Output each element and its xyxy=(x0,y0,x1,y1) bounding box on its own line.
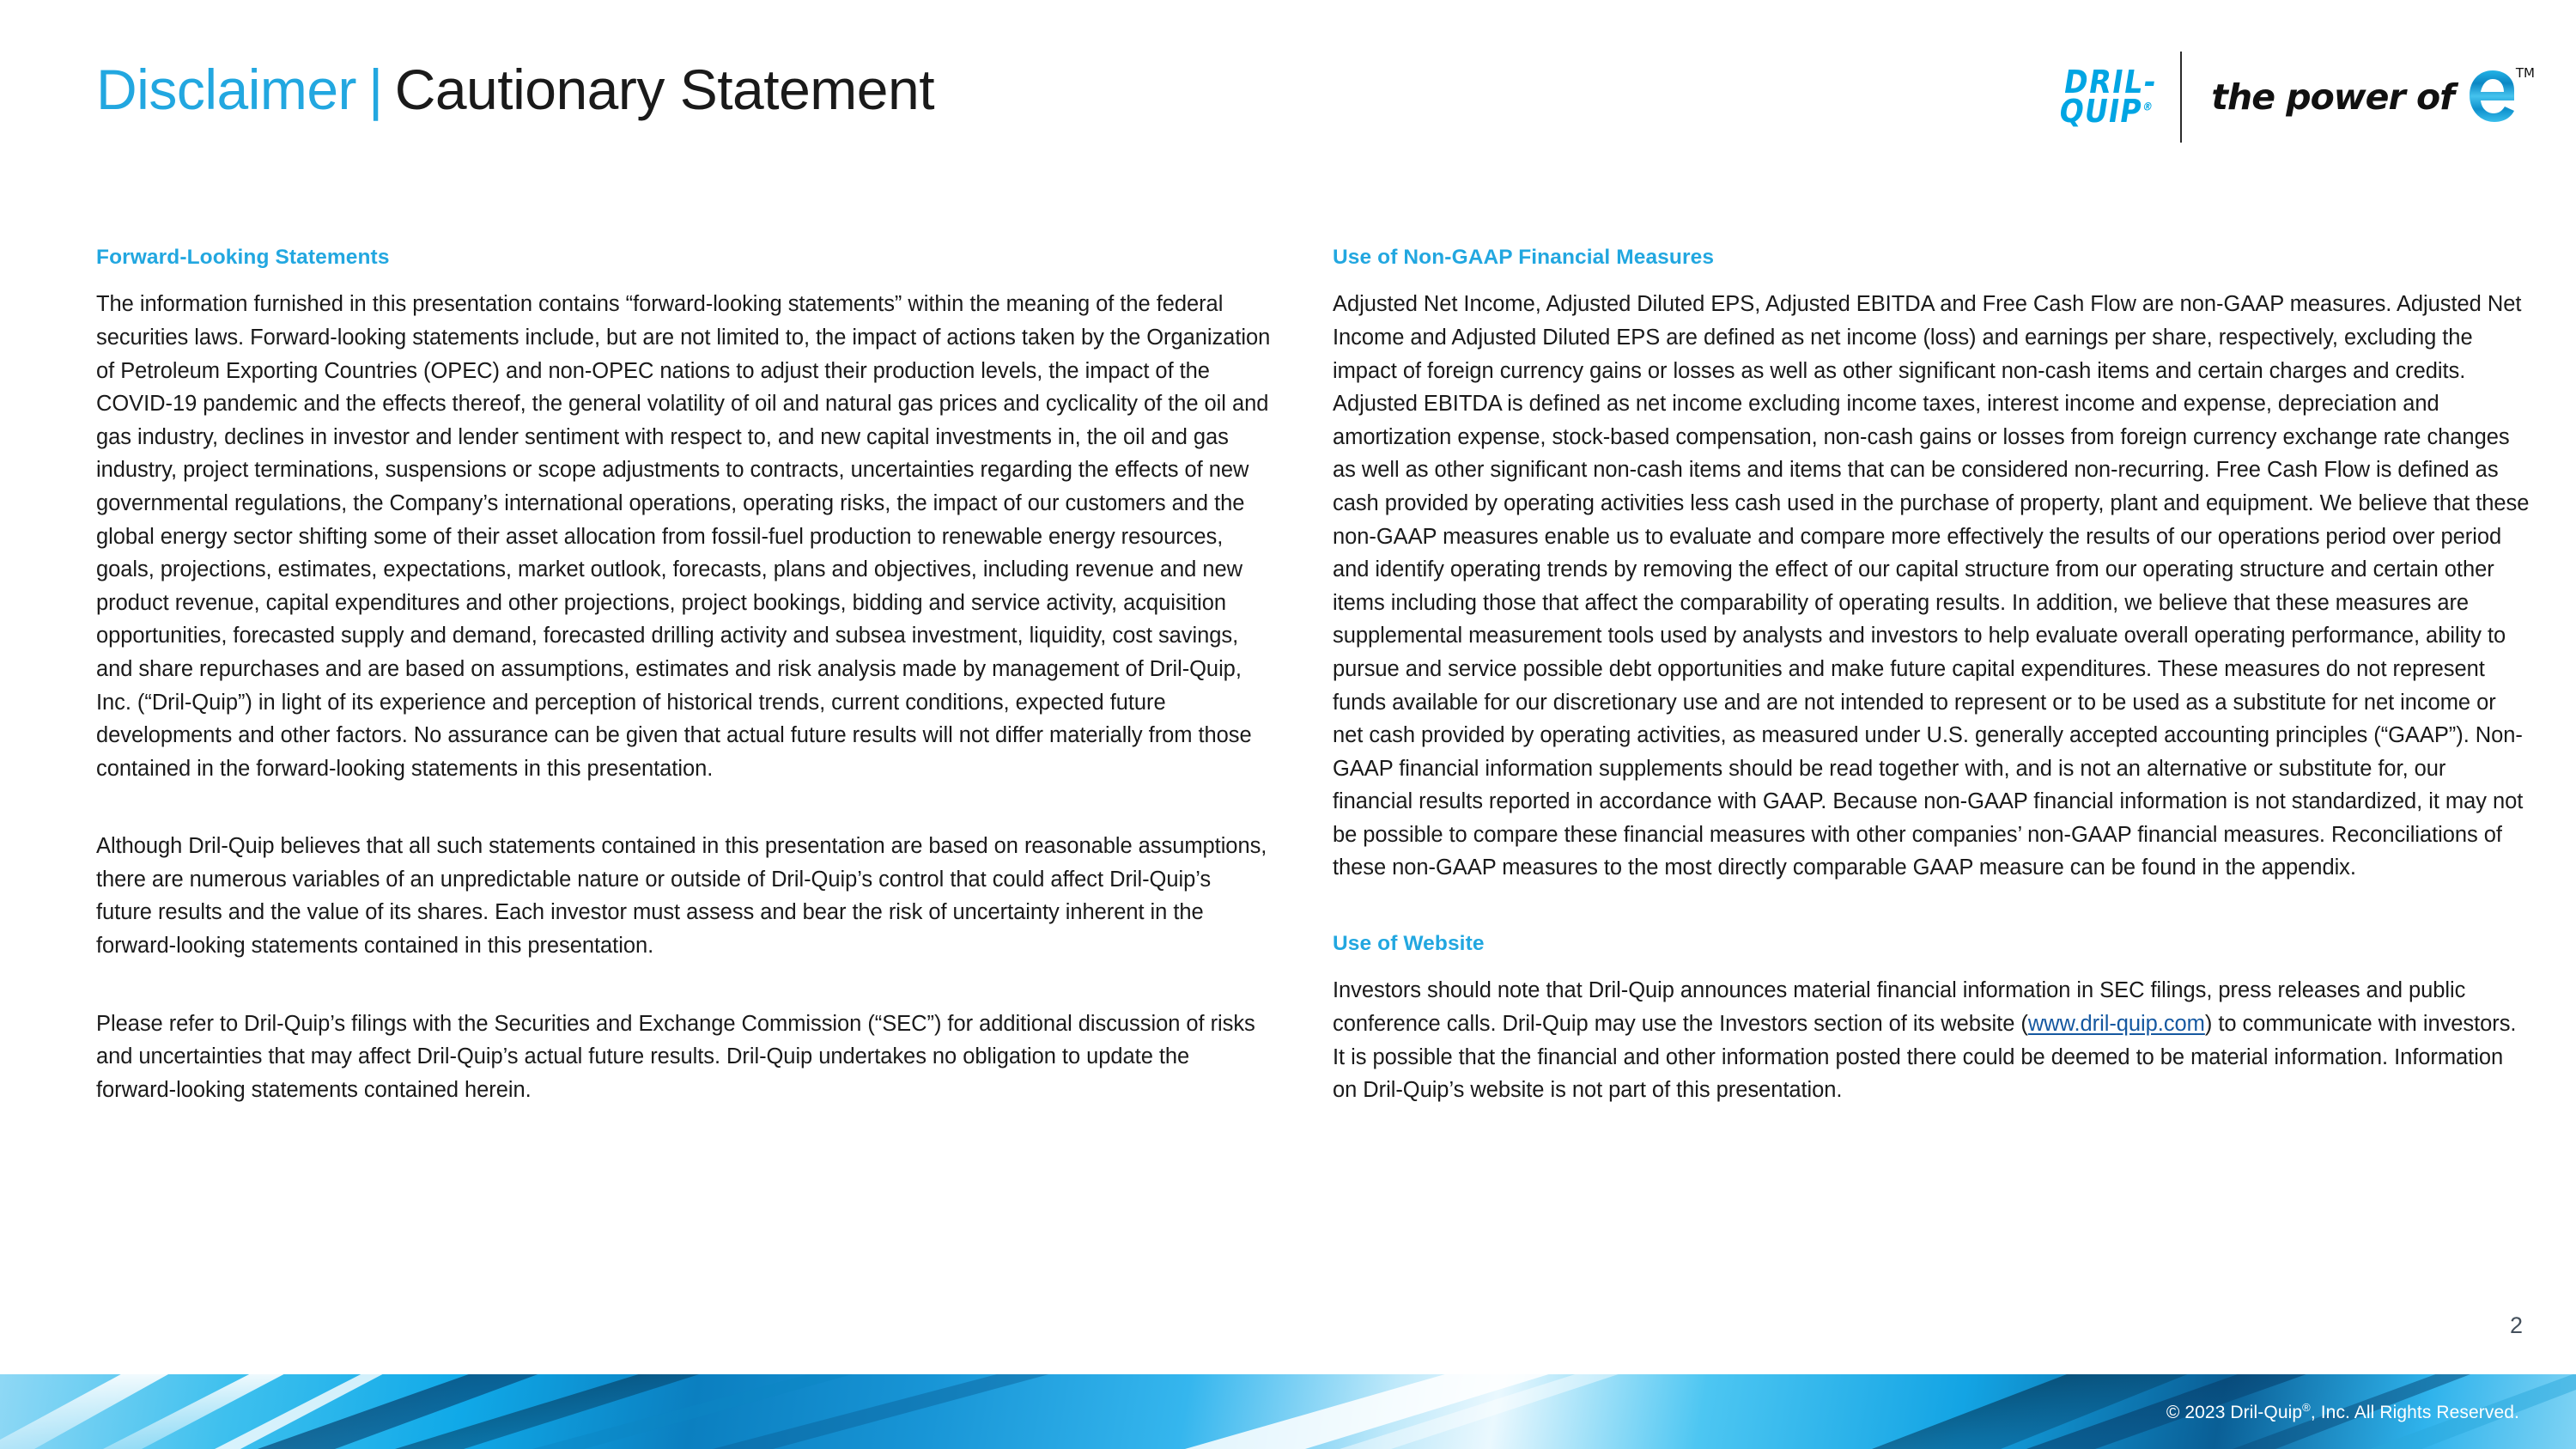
logo-wordmark-line-2 xyxy=(2057,93,2154,130)
website-paragraph-lead: Investors should note that Dril-Quip announces material financial information in SEC filings, press releases and public conference calls. Dril-Quip may use the Investors section of its website ( xyxy=(1333,978,2466,1037)
page-title-accent: Disclaimer xyxy=(96,58,357,121)
page-title-divider: | xyxy=(368,58,383,121)
footer-decorative-band xyxy=(0,1374,2576,1449)
website-paragraph-tail: ) to communicate with investors. It is possible that the financial and other information posted there could be deemed to be material information. Information on Dril-Quip’s website is not part of this presentation. xyxy=(1333,1012,2517,1103)
logo-divider xyxy=(2180,52,2182,143)
slide-header xyxy=(0,0,2576,180)
copyright-prefix: © 2023 Dril-Quip xyxy=(2166,1402,2303,1422)
dril-quip-website-link[interactable]: www.dril-quip.com xyxy=(2027,1012,2205,1037)
copyright-registered-icon: ® xyxy=(2302,1400,2311,1414)
non-gaap-measures-heading: Use of Non-GAAP Financial Measures xyxy=(1333,246,1715,269)
footer-copyright xyxy=(2166,1401,2519,1423)
page-title xyxy=(96,58,934,121)
copyright-suffix: , Inc. All Rights Reserved. xyxy=(2310,1402,2519,1422)
use-of-website-heading: Use of Website xyxy=(1333,932,1485,956)
trademark-icon: TM xyxy=(2515,65,2535,81)
left-content-column xyxy=(96,245,1273,1106)
forward-looking-statements-heading: Forward-Looking Statements xyxy=(96,246,390,269)
forward-looking-paragraph-2: Although Dril-Quip believes that all such statements contained in this presentation are based on reasonable assumptions, there are numerous variables of an unpredictable nature or outside of Dril-Quip’s control that could affect Dril-Quip’s future results and the value of its shares. Each investor must assess and bear the risk of uncertainty inherent in the forward-looking statements contained in this presentation. xyxy=(96,834,1267,959)
right-content-column xyxy=(1333,245,2530,1107)
logo-wordmark-line-1: DRIL- xyxy=(2061,63,2160,100)
power-of-e-icon xyxy=(2464,65,2535,125)
brand-logo xyxy=(2057,50,2535,144)
forward-looking-paragraph-1: The information furnished in this presentation contains “forward-looking statements” within the meaning of the federal securities laws. Forward-looking statements include, but are not limited to, the impact of actions taken by the Organization of Petroleum Exporting Countries (OPEC) and non-OPEC nations to adjust their production levels, the impact of the COVID-19 pandemic and the effects thereof, the general volatility of oil and natural gas prices and cyclicality of the oil and gas industry, declines in investor and lender sentiment with respect to, and new capital investments in, the oil and gas industry, project terminations, suspensions or scope adjustments to contracts, uncertainties regarding the effects of new governmental regulations, the Company’s international operations, operating risks, the impact of our customers and the global energy sector shifting some of their asset allocation from fossil-fuel production to renewable energy resources, goals, projections, estimates, expectations, market outlook, forecasts, plans and objectives, including revenue and new product revenue, capital expenditures and other projections, project bookings, bidding and service activity, acquisition opportunities, forecasted supply and demand, forecasted drilling activity and subsea investment, liquidity, cost savings, and share repurchases and are based on assumptions, estimates and risk analysis made by management of Dril-Quip, Inc. (“Dril-Quip”) in light of its experience and perception of historical trends, current conditions, expected future developments and other factors. No assurance can be given that actual future results will not differ materially from those contained in the forward-looking statements in this presentation. xyxy=(96,292,1271,781)
non-gaap-paragraph: Adjusted Net Income, Adjusted Diluted EPS, Adjusted EBITDA and Free Cash Flow are non-GAAP measures. Adjusted Net Income and Adjusted Diluted EPS are defined as net income (loss) and earnings per share, respectively, excluding the impact of foreign currency gains or losses as well as other significant non-cash items and certain charges and credits. Adjusted EBITDA is defined as net income excluding income taxes, interest income and expense, depreciation and amortization expense, stock-based compensation, non-cash gains or losses from foreign currency exchange rate changes as well as other significant non-cash items and items that can be considered non-recurring. Free Cash Flow is defined as cash provided by operating activities less cash used in the purchase of property, plant and equipment. We believe that these non-GAAP measures enable us to evaluate and compare more effectively the results of our operations period over period and identify operating trends by removing the effect of our capital structure from our operating structure and certain other items including those that affect the comparability of operating results. In addition, we believe that these measures are supplemental measurement tools used by analysts and investors to help evaluate overall operating performance, ability to pursue and service possible debt opportunities and make future capital expenditures. These measures do not represent funds available for our discretionary use and are not intended to represent or to be used as a substitute for net income or net cash provided by operating activities, as measured under U.S. generally accepted accounting principles (“GAAP”). Non-GAAP financial information supplements should be read together with, and is not an alternative or substitute for, our financial results reported in accordance with GAAP. Because non-GAAP financial information is not standardized, it may not be possible to compare these financial measures with other companies’ non-GAAP financial measures. Reconciliations of these non-GAAP measures to the most directly comparable GAAP measure can be found in the appendix. xyxy=(1333,292,2530,880)
registered-trademark-icon: ® xyxy=(2142,100,2154,114)
drilquip-wordmark-logo xyxy=(2057,63,2160,130)
page-title-main: Cautionary Statement xyxy=(394,58,935,121)
logo-wordmark-line-2-text: QUIP xyxy=(2057,93,2146,130)
tagline-lockup xyxy=(2211,65,2535,127)
tagline-text: the power of xyxy=(2211,76,2454,118)
forward-looking-paragraph-3: Please refer to Dril-Quip’s filings with the Securities and Exchange Commission (“SEC”) for additional discussion of risks and uncertainties that may affect Dril-Quip’s actual future results. Dril-Quip undertakes no obligation to update the forward-looking statements contained herein. xyxy=(96,1011,1255,1102)
page-number: 2 xyxy=(2509,1312,2523,1338)
use-of-website-paragraph xyxy=(1333,974,2530,1106)
